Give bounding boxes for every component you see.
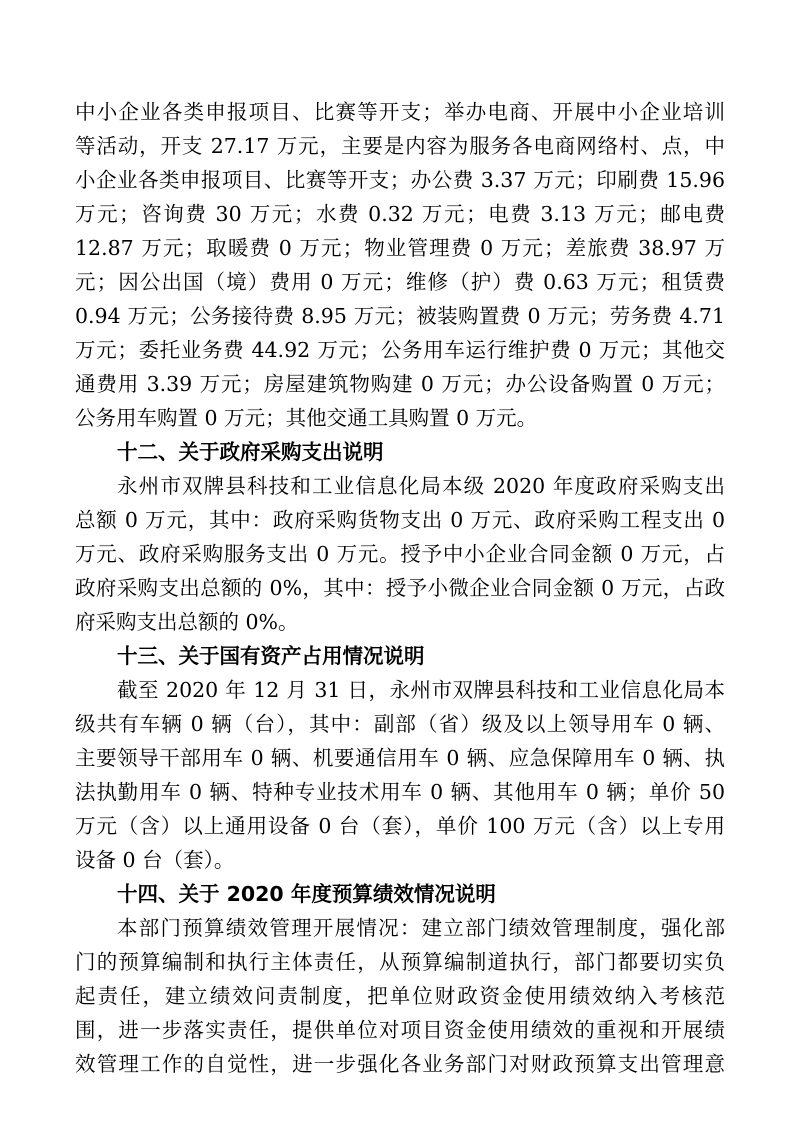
body-text-line: 总额 0 万元，其中：政府采购货物支出 0 万元、政府采购工程支出 0 [75,508,725,532]
body-text-line: 设备 0 台（套）。 [75,848,235,872]
body-text-line: 府采购支出总额的 0%。 [75,610,299,634]
body-text-line: 0.94 万元；公务接待费 8.95 万元；被装购置费 0 万元；劳务费 4.71 [75,304,725,328]
body-text-line: 主要领导干部用车 0 辆、机要通信用车 0 辆、应急保障用车 0 辆、执 [75,746,725,770]
body-text-line: 截至 2020 年 12 月 31 日，永州市双牌县科技和工业信息化局本 [117,678,725,702]
section-heading-13: 十三、关于国有资产占用情况说明 [117,644,425,668]
body-text-line: 政府采购支出总额的 0%，其中：授予小微企业合同金额 0 万元，占政 [75,576,725,600]
body-text-line: 元；因公出国（境）费用 0 万元；维修（护）费 0.63 万元；租赁费 [75,270,725,294]
body-text-line: 万元；咨询费 30 万元；水费 0.32 万元；电费 3.13 万元；邮电费 [75,202,725,226]
body-text-line: 12.87 万元；取暖费 0 万元；物业管理费 0 万元；差旅费 38.97 万 [75,236,725,260]
body-text-line: 万元；委托业务费 44.92 万元；公务用车运行维护费 0 万元；其他交 [75,338,725,362]
section-heading-12: 十二、关于政府采购支出说明 [117,440,384,464]
body-text-line: 本部门预算绩效管理开展情况：建立部门绩效管理制度，强化部 [117,916,725,940]
body-text-line: 等活动，开支 27.17 万元，主要是内容为服务各电商网络村、点，中 [75,134,725,158]
body-text-line: 万元、政府采购服务支出 0 万元。授予中小企业合同金额 0 万元，占 [75,542,725,566]
body-text-line: 围，进一步落实责任，提供单位对项目资金使用绩效的重视和开展绩 [75,1018,725,1042]
body-text-line: 通费用 3.39 万元；房屋建筑物购建 0 万元；办公设备购置 0 万元； [75,372,725,396]
body-text-line: 万元（含）以上通用设备 0 台（套），单价 100 万元（含）以上专用 [75,814,725,838]
body-text-line: 永州市双牌县科技和工业信息化局本级 2020 年度政府采购支出 [117,474,725,498]
section-heading-14: 十四、关于 2020 年度预算绩效情况说明 [117,882,496,906]
body-text-line: 小企业各类申报项目、比赛等开支；办公费 3.37 万元；印刷费 15.96 [75,168,725,192]
body-text-line: 公务用车购置 0 万元；其他交通工具购置 0 万元。 [75,406,538,430]
body-text-line: 级共有车辆 0 辆（台），其中：副部（省）级及以上领导用车 0 辆、 [75,712,725,736]
body-text-line: 效管理工作的自觉性，进一步强化各业务部门对财政预算支出管理意 [75,1052,725,1076]
body-text-line: 中小企业各类申报项目、比赛等开支；举办电商、开展中小企业培训 [75,100,725,124]
body-text-line: 门的预算编制和执行主体责任，从预算编制道执行，部门都要切实负 [75,950,725,974]
body-text-line: 法执勤用车 0 辆、特种专业技术用车 0 辆、其他用车 0 辆；单价 50 [75,780,725,804]
body-text-line: 起责任，建立绩效问责制度，把单位财政资金使用绩效纳入考核范 [75,984,725,1008]
